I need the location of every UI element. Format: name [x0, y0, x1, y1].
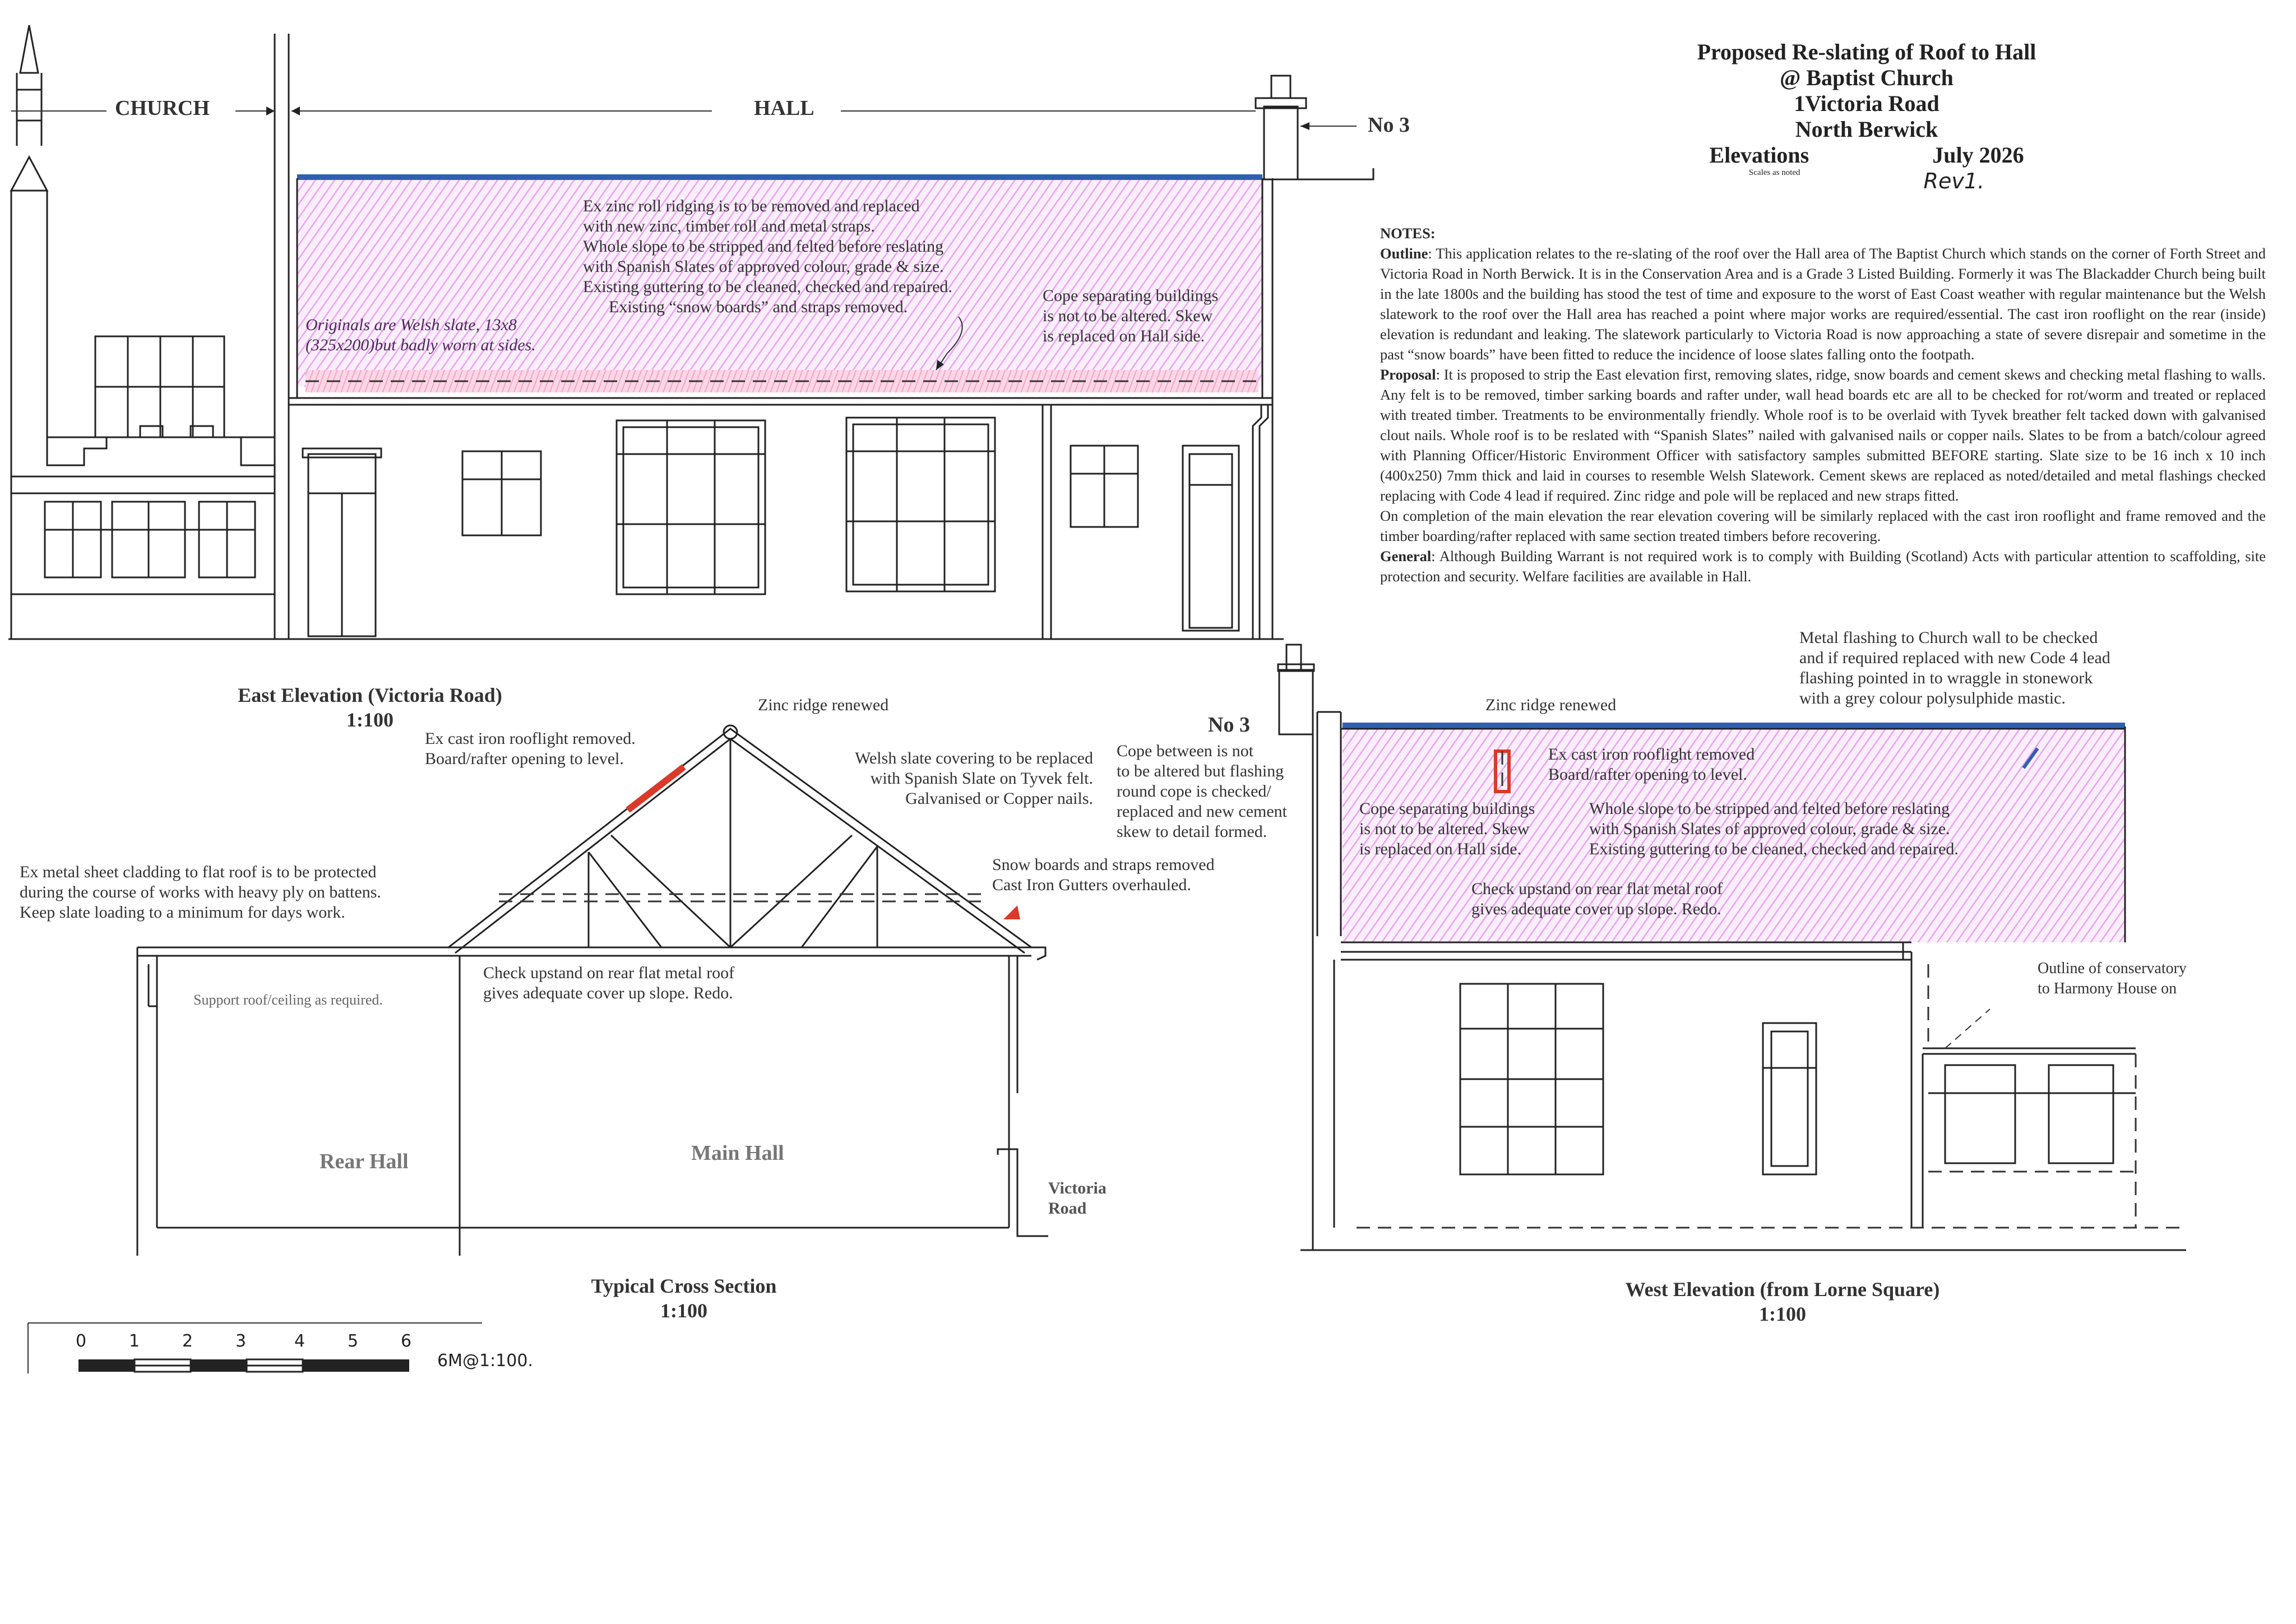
- notes-outline: Outline: This application relates to the re-slating of the roof over the Hall area of The Baptist Church which stands on the corner of Forth Street and Victoria Road in North Berwick. It is in the Conservation Area and is a Grade 3 Listed Building. Formerly it was The Blackadder Church being built in the late 1800s and the building has stood the test of time and exposure to the worst of East Coast weather with regular maintenance but the Welsh slatework to the roof over the Hall area has reached a point where major works are required/essential. The cast iron rooflight on the rear (inside) elevation is redundant and leaking. The slatework particularly to Victoria Road is now approaching a state of severe disrepair and sometime in the past “snow boards” have been fitted to reduce the incidence of loose slates falling onto the footpath.: [1380, 245, 2266, 363]
- notes-general: General: Although Building Warrant is not required work is to comply with Building (Scotland) Acts with particular attention to scaffolding, site protection and security. Welfare facilities are available in Hall.: [1380, 548, 2266, 585]
- west-zinc-ridge: Zinc ridge renewed: [1485, 696, 1617, 714]
- west-slope-note: Whole slope to be stripped and felted before reslating with Spanish Slates of approved colour, grade & size. Existing guttering to be cleaned, checked and repaired.: [1589, 799, 1959, 858]
- rear-hall-label: Rear Hall: [320, 1150, 409, 1173]
- scale-tick-3: 3: [235, 1331, 247, 1351]
- cs-support-note: Support roof/ceiling as required.: [193, 992, 383, 1008]
- west-elevation-caption: West Elevation (from Lorne Square) 1:100: [1625, 1278, 1940, 1325]
- scale-tick-0: 0: [76, 1331, 87, 1351]
- cs-zinc-ridge: Zinc ridge renewed: [758, 696, 889, 714]
- main-hall-label: Main Hall: [691, 1141, 784, 1165]
- east-note-originals: Originals are Welsh slate, 13x8 (325x200)but badly worn at sides.: [305, 316, 536, 354]
- scale-bar-label: 6M@1:100.: [437, 1351, 533, 1371]
- church-spire: [11, 25, 47, 639]
- east-note-cope: Cope separating buildings is not to be altered. Skew is replaced on Hall side.: [1043, 286, 1219, 345]
- no3-chimney: [1256, 76, 1373, 639]
- cs-metal-note: Ex metal sheet cladding to flat roof is to be protected during the course of works with heavy ply on battens. Keep slate loading to a minimum for days work.: [20, 863, 381, 922]
- revision-mark: Rev1.: [1923, 169, 1985, 193]
- west-conservatory-note: Outline of conservatory to Harmony House on: [2038, 960, 2187, 997]
- no3-label-east: No 3: [1368, 113, 1410, 137]
- notes-block: [1380, 223, 2266, 586]
- scales-note: Scales as noted: [1748, 168, 1800, 177]
- scale-tick-5: 5: [348, 1331, 359, 1351]
- victoria-road-label: Victoria Road: [1048, 1179, 1107, 1218]
- notes-completion: On completion of the main elevation the rear elevation covering will be similarly replaced with the cast iron rooflight and frame removed and the timber boarding/rafter replaced with same section treated timbers before recovering.: [1380, 507, 2266, 544]
- scale-tick-1: 1: [129, 1331, 140, 1351]
- title-block: [1626, 39, 2108, 194]
- gutter-red-mark: [1003, 905, 1020, 919]
- scale-bar: [28, 1323, 482, 1373]
- west-rooflight-note: Ex cast iron rooflight removed Board/rafter opening to level.: [1548, 745, 1755, 784]
- cs-welsh-note: Welsh slate covering to be replaced with Spanish Slate on Tyvek felt. Galvanised or Copper nails.: [855, 749, 1093, 808]
- cs-rooflight-note: Ex cast iron rooflight removed. Board/rafter opening to level.: [425, 729, 636, 768]
- church-body: [11, 34, 289, 639]
- cs-upstand-note: Check upstand on rear flat metal roof gives adequate cover up slope. Redo.: [483, 964, 735, 1002]
- title-line2: @ Baptist Church: [1780, 65, 1954, 90]
- drawing-type: Elevations: [1709, 142, 1809, 168]
- east-elevation-caption: East Elevation (Victoria Road) 1:100: [238, 684, 502, 731]
- west-upstand-note: Check upstand on rear flat metal roof gives adequate cover up slope. Redo.: [1471, 880, 1723, 918]
- drawing-date: July 2026: [1932, 142, 2024, 168]
- notes-proposal: Proposal: It is proposed to strip the East elevation first, removing slates, ridge, snow boards and cement skews and checking metal flashing to walls. Any felt is to be removed, timber sarking boards and rafter under, wall head boards etc are all to be checked for rot/worm and treated or replaced with treated timber. Treatments to be environmentally friendly. Whole roof is to be overlaid with Tyvek breather felt tacked down with galvanised clout nails. Whole roof is to be reslated with “Spanish Slates” nailed with galvanised nails or copper nails. Slates to be from a batch/colour agreed with Planning Officer/Historic Environment Officer with satisfactory samples submitted BEFORE starting. Slate size to be 16 inch x 10 inch (400x250) 7mm thick and laid in courses to resemble Welsh Slatework. Cement skews are replaced as noted/detailed and metal flashings checked replacing with Code 4 lead if required. Zinc ridge and pole will be replaced and new straps fitted.: [1380, 366, 2266, 504]
- no3-label-west: No 3: [1208, 713, 1250, 737]
- title-line4: North Berwick: [1795, 117, 1938, 142]
- west-cope-note: Cope separating buildings is not to be altered. Skew is replaced on Hall side.: [1359, 799, 1535, 858]
- church-label: CHURCH: [115, 96, 210, 120]
- west-metal-flashing-note: Metal flashing to Church wall to be checked and if required replaced with new Code 4 lead flashing pointed in to wraggle in stonework with a grey colour polysulphide mastic.: [1799, 628, 2110, 707]
- rooflight-red-mark: [628, 767, 684, 810]
- scale-tick-6: 6: [401, 1331, 412, 1351]
- hall-label: HALL: [754, 96, 814, 120]
- notes-heading: NOTES:: [1380, 225, 1436, 242]
- west-elevation: [1278, 645, 2186, 1250]
- east-note-ridging: Ex zinc roll ridging is to be removed and replaced with new zinc, timber roll and metal straps. Whole slope to be stripped and felted before reslating with Spanish Slates of approved colour, grade & size. Existing guttering to be cleaned, checked and repaired. Existing “snow boards” and straps removed.: [583, 197, 952, 316]
- west-cope-between-note: Cope between is not to be altered but flashing round cope is checked/ replaced and new cement skew to detail formed.: [1117, 742, 1287, 841]
- scale-tick-2: 2: [182, 1331, 193, 1351]
- cs-snow-note: Snow boards and straps removed Cast Iron Gutters overhauled.: [992, 855, 1215, 894]
- title-line1: Proposed Re-slating of Roof to Hall: [1697, 39, 2036, 64]
- scale-tick-4: 4: [294, 1331, 305, 1351]
- title-line3: 1Victoria Road: [1794, 91, 1939, 116]
- cross-section-caption: Typical Cross Section 1:100: [591, 1275, 777, 1322]
